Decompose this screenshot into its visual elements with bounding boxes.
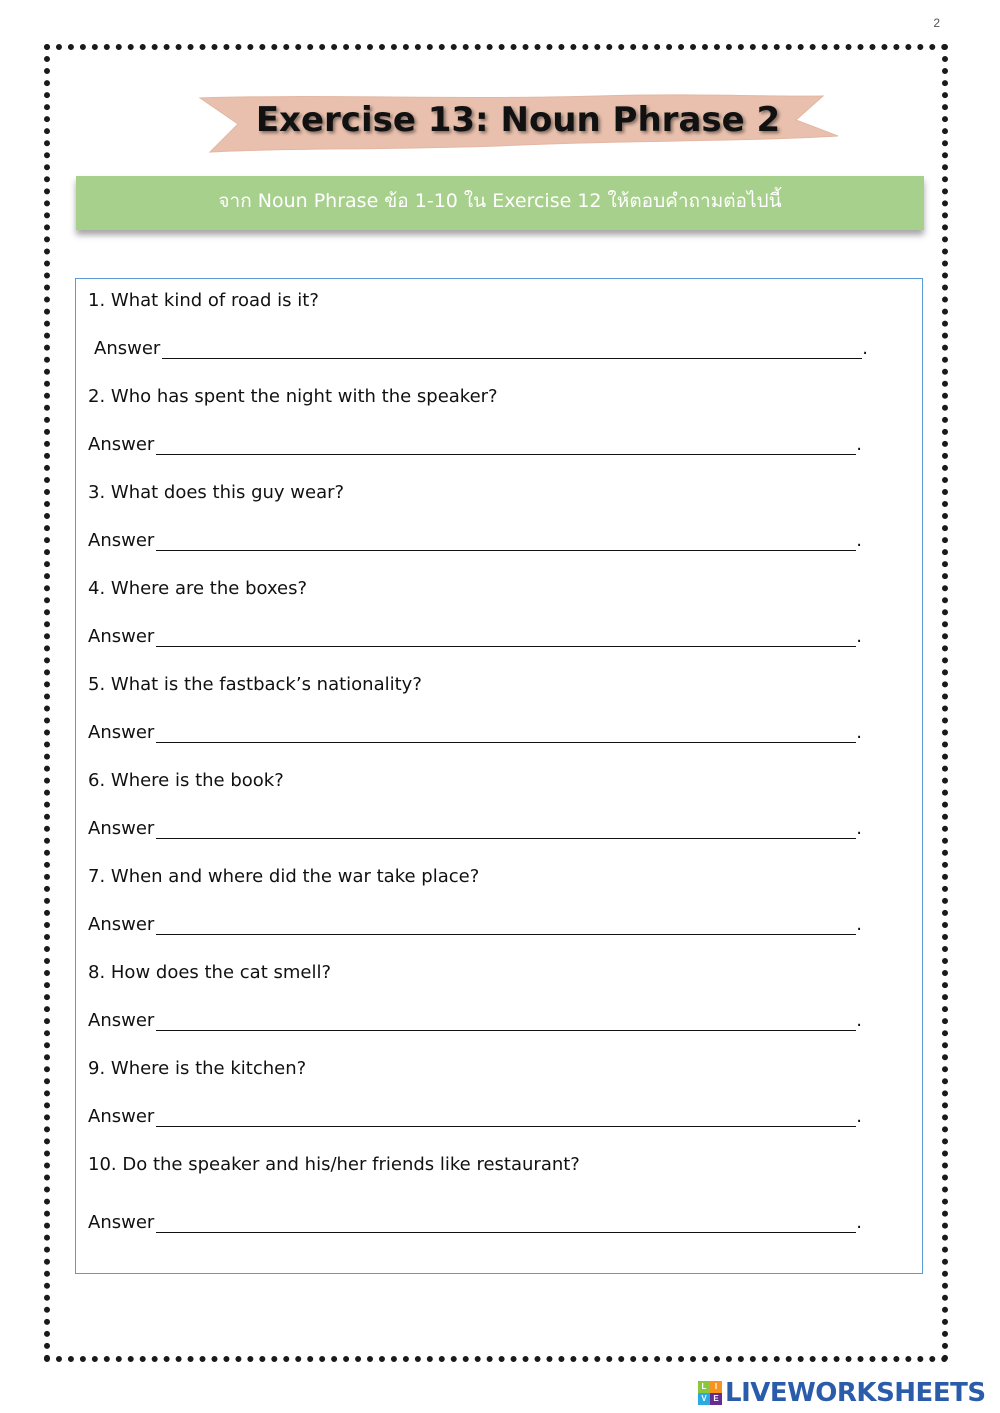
answer-input-line[interactable] (156, 1126, 856, 1127)
answer-row (88, 914, 868, 940)
answer-period: . (856, 434, 862, 455)
title-banner (198, 90, 838, 156)
answer-period: . (856, 722, 862, 743)
answer-row (88, 1010, 868, 1036)
answer-period: . (856, 1106, 862, 1127)
answer-label: Answer (88, 434, 155, 455)
answer-period: . (856, 1010, 862, 1031)
answer-input-line[interactable] (156, 1030, 856, 1031)
question-text: 3. What does this guy wear? (88, 482, 345, 503)
question-text: 5. What is the fastback’s nationality? (88, 674, 422, 695)
answer-period: . (856, 1212, 862, 1233)
answer-label: Answer (88, 914, 155, 935)
answer-period: . (856, 914, 862, 935)
question-text: 10. Do the speaker and his/her friends like restaurant? (88, 1154, 580, 1175)
answer-label: Answer (88, 722, 155, 743)
answer-row (88, 1106, 868, 1132)
question-text: 1. What kind of road is it? (88, 290, 319, 311)
answer-row (88, 1212, 868, 1238)
answer-row (88, 626, 868, 652)
question-text: 6. Where is the book? (88, 770, 284, 791)
answer-period: . (856, 818, 862, 839)
instruction-bar (76, 176, 924, 230)
page-title: Exercise 13: Noun Phrase 2 (255, 100, 781, 140)
instruction-text: จาก Noun Phrase ข้อ 1-10 ใน Exercise 12 ให้ตอบคำถามต่อไปนี้ (218, 190, 782, 212)
answer-input-line[interactable] (156, 934, 856, 935)
answer-input-line[interactable] (156, 838, 856, 839)
answer-period: . (856, 530, 862, 551)
answer-label: Answer (94, 338, 161, 359)
answer-label: Answer (88, 818, 155, 839)
answer-input-line[interactable] (156, 454, 856, 455)
logo-text: LIVEWORKSHEETS (725, 1378, 986, 1408)
question-text: 4. Where are the boxes? (88, 578, 308, 599)
answer-input-line[interactable] (162, 358, 862, 359)
question-text: 7. When and where did the war take place? (88, 866, 480, 887)
logo-icon: L I V E (698, 1381, 722, 1405)
question-text: 9. Where is the kitchen? (88, 1058, 307, 1079)
question-text: 2. Who has spent the night with the speaker? (88, 386, 498, 407)
answer-label: Answer (88, 1010, 155, 1031)
answer-input-line[interactable] (156, 1232, 856, 1233)
page-number: 2 (933, 16, 940, 30)
question-text: 8. How does the cat smell? (88, 962, 332, 983)
answer-input-line[interactable] (156, 742, 856, 743)
answer-label: Answer (88, 530, 155, 551)
answer-label: Answer (88, 1212, 155, 1233)
answer-row (94, 338, 874, 364)
answer-input-line[interactable] (156, 550, 856, 551)
liveworksheets-logo (698, 1378, 986, 1408)
answer-period: . (862, 338, 868, 359)
answer-period: . (856, 626, 862, 647)
answer-row (88, 818, 868, 844)
answer-input-line[interactable] (156, 646, 856, 647)
answer-label: Answer (88, 626, 155, 647)
answer-row (88, 722, 868, 748)
answer-row (88, 530, 868, 556)
answer-row (88, 434, 868, 460)
answer-label: Answer (88, 1106, 155, 1127)
